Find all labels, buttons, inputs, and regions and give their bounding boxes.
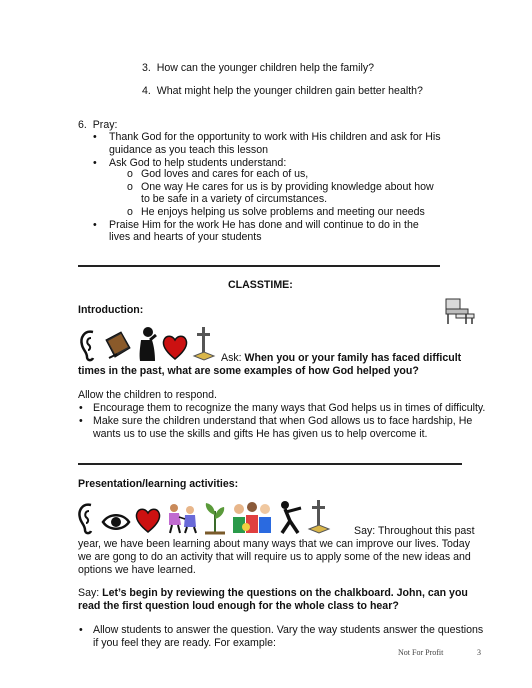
introduction-heading: Introduction: xyxy=(78,304,144,316)
say2-line-2: read the first question loud enough for the whole class to hear? xyxy=(78,600,399,612)
section-divider xyxy=(78,463,462,465)
bullet-dot: • xyxy=(93,219,97,231)
intro-bullet-1: Encourage them to recognize the many ways that God helps us in times of difficulty. xyxy=(93,402,486,414)
bullet-dot: • xyxy=(93,157,97,169)
presentation-heading: Presentation/learning activities: xyxy=(78,478,239,490)
say-line-4: options we have learned. xyxy=(78,564,196,576)
presentation-icon-row xyxy=(76,499,331,539)
pray-bullet-2: Ask God to help students understand: xyxy=(109,157,287,169)
sub-bullet-circle: o xyxy=(127,181,133,193)
sub-bullet-circle: o xyxy=(127,206,133,218)
children-dancing-icon xyxy=(165,501,199,535)
ear-icon xyxy=(78,328,100,362)
stretching-person-icon xyxy=(276,499,304,535)
bullet-dot: • xyxy=(93,131,97,143)
ask-question-line-1: Ask: When you or your family has faced difficult xyxy=(221,352,462,364)
pray-sub-1: God loves and cares for each of us, xyxy=(141,168,309,180)
pray-heading: 6. Pray: xyxy=(78,119,118,131)
page-number: 3 xyxy=(477,648,481,657)
say-line-2: year, we have been learning about many ways that we can improve our lives. Today xyxy=(78,538,470,550)
pray-bullet-3-line-2: lives and hearts of your students xyxy=(109,231,262,243)
sub-bullet-circle: o xyxy=(127,168,133,180)
question-4: 4. What might help the younger children gain better health? xyxy=(142,85,423,97)
pray-bullet-3-line-1: Praise Him for the work He has done and will continue to do in the xyxy=(109,219,419,231)
children-group-icon xyxy=(231,501,273,535)
classroom-chair-icon xyxy=(442,296,476,326)
intro-bullet-2-line-2: wants us to use the skills and gifts He has given us to help overcome it. xyxy=(93,428,428,440)
heart-icon xyxy=(161,332,189,362)
say2-line-1: Say: Let’s begin by reviewing the questions on the chalkboard. John, can you xyxy=(78,587,468,599)
bullet-dot: • xyxy=(79,415,83,427)
question-3: 3. How can the younger children help the family? xyxy=(142,62,375,74)
bullet-dot: • xyxy=(79,624,83,636)
section-divider xyxy=(78,265,440,267)
pray-sub-2-line-1: One way He cares for us is by providing knowledge about how xyxy=(141,181,434,193)
bullet-dot: • xyxy=(79,402,83,414)
pray-sub-2-line-2: to be safe in a variety of circumstances. xyxy=(141,193,328,205)
footer-label: Not For Profit xyxy=(398,648,444,657)
say-line-1: Say: Throughout this past xyxy=(354,525,475,537)
book-icon xyxy=(103,328,133,362)
pray-sub-3: He enjoys helping us solve problems and meeting our needs xyxy=(141,206,425,218)
classtime-heading: CLASSTIME: xyxy=(228,279,293,291)
pray-bullet-1-line-2: guidance as you teach this lesson xyxy=(109,144,269,156)
heart-icon xyxy=(134,505,162,535)
presentation-bullet-1-line-2: if you feel they are ready. For example: xyxy=(93,637,276,649)
pray-bullet-1-line-1: Thank God for the opportunity to work with His children and ask for His xyxy=(109,131,441,143)
sprout-icon xyxy=(202,499,228,535)
cross-bible-icon xyxy=(307,499,331,535)
praying-person-icon xyxy=(136,326,158,362)
allow-respond: Allow the children to respond. xyxy=(78,389,217,401)
presentation-bullet-1-line-1: Allow students to answer the question. Vary the way students answer the questions xyxy=(93,624,484,636)
ask-question-line-2: times in the past, what are some examples of how God helped you? xyxy=(78,365,419,377)
eye-icon xyxy=(101,509,131,535)
cross-bible-icon xyxy=(192,326,216,362)
introduction-icon-row xyxy=(78,326,216,366)
intro-bullet-2-line-1: Make sure the children understand that when God allows us to face hardship, He xyxy=(93,415,473,427)
ear-icon xyxy=(76,501,98,535)
say-line-3: we are gong to do an activity that will require us to apply some of the new ideas and xyxy=(78,551,471,563)
